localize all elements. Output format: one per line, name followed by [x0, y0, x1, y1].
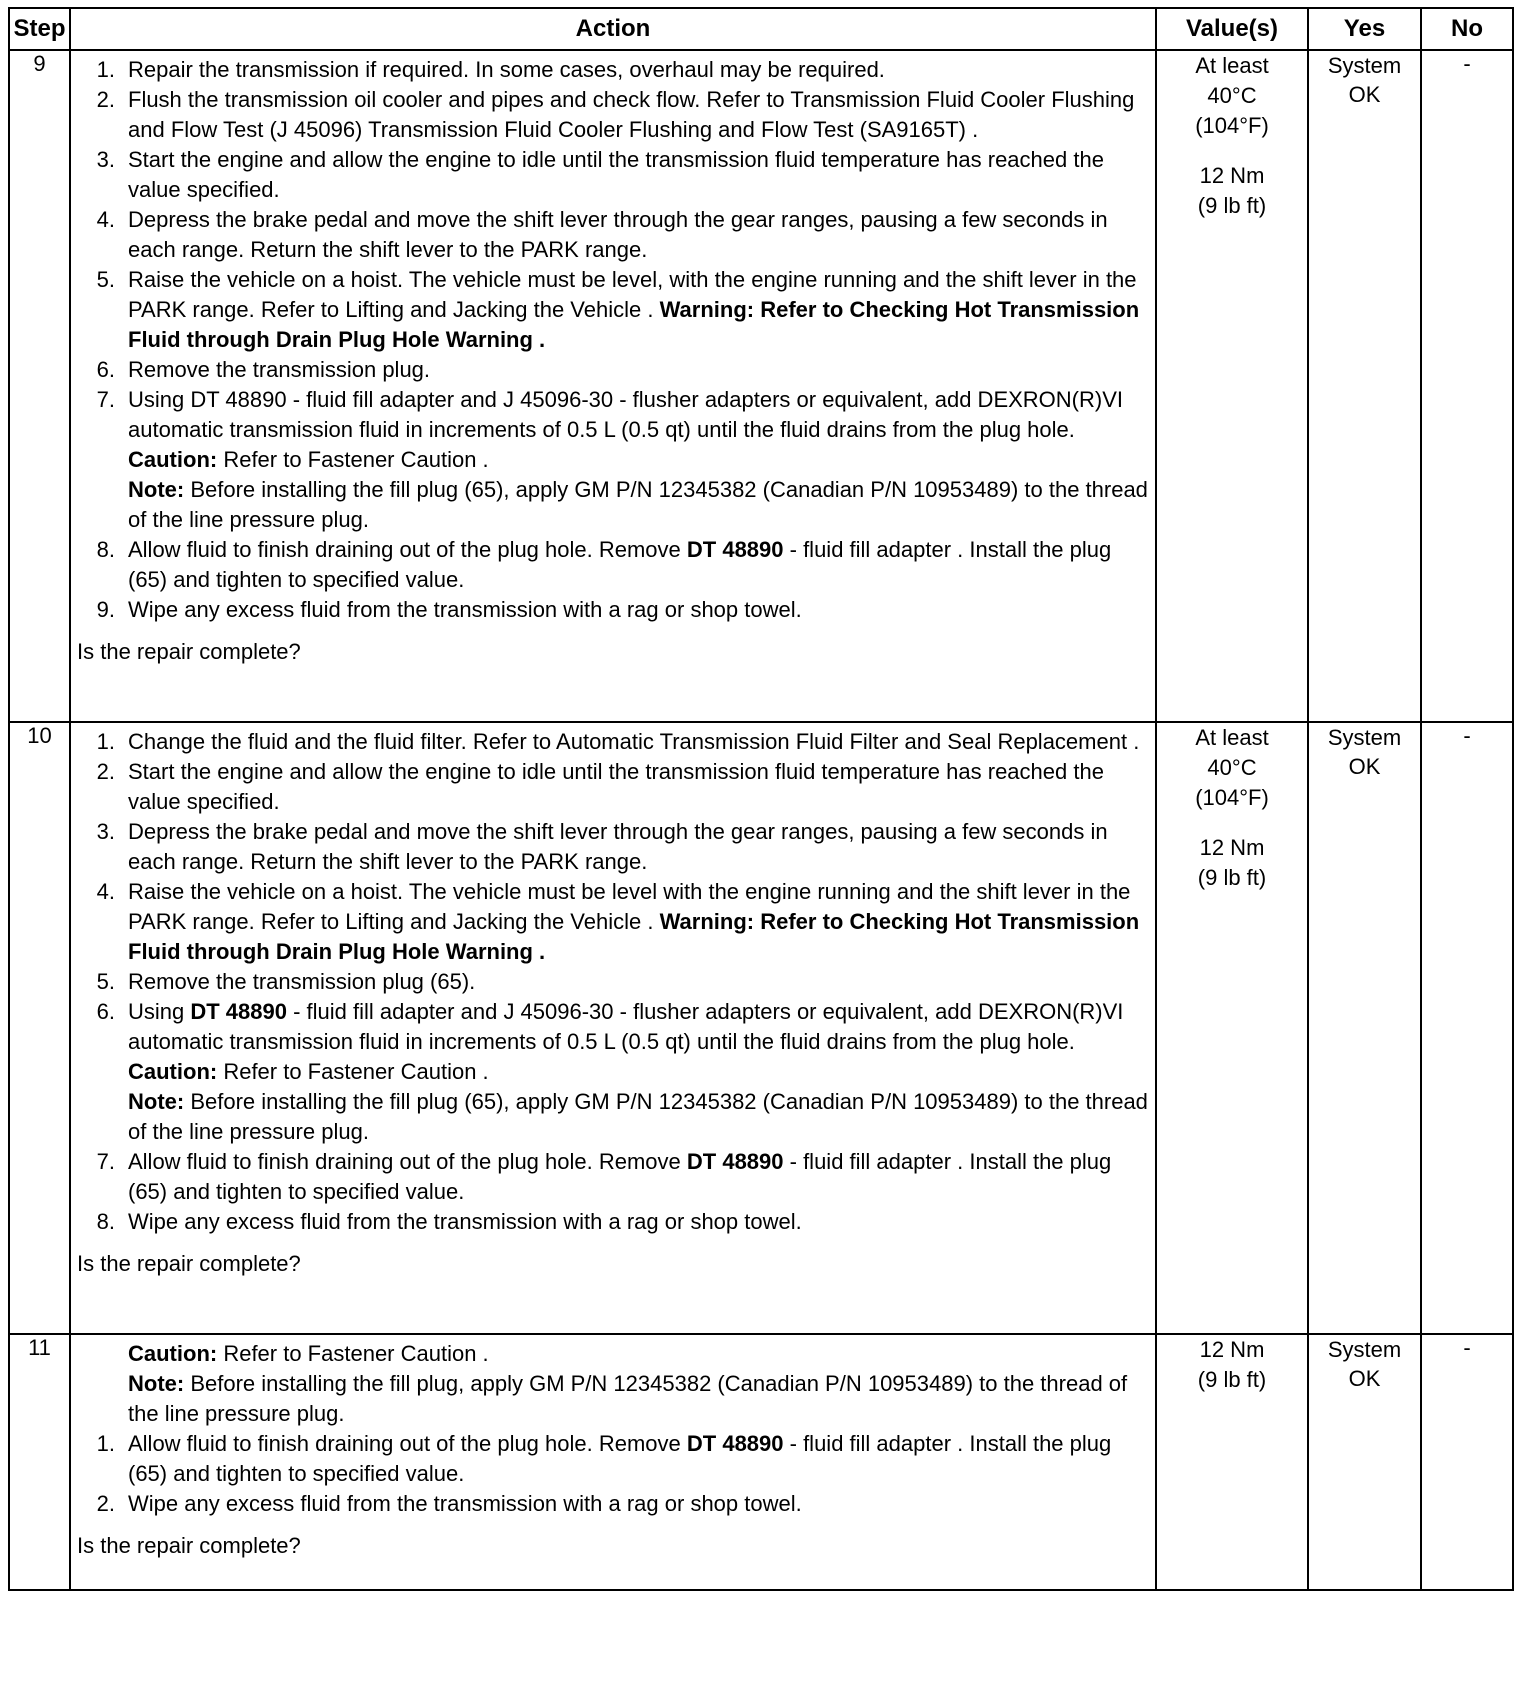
yes-cell: System OK [1308, 722, 1421, 1334]
step-row-10 [9, 722, 1513, 1334]
header-values: Value(s) [1156, 8, 1308, 50]
list-item: 8 . Allow fluid to finish draining out of the plug hole. Remove DT 48890 - fluid fill adapter . Install the plug (65) and tighten to specified value. [77, 535, 1149, 595]
list-item: 2 . Start the engine and allow the engine to idle until the transmission fluid temperature has reached the value specified. [77, 757, 1149, 817]
question-text: Is the repair complete? [77, 1251, 301, 1276]
list-item: 4 . Raise the vehicle on a hoist. The vehicle must be level with the engine running and the shift lever in the PARK range. Refer to Lifting and Jacking the Vehicle . Warning: Refer to Checking Hot Transmission Fluid through Drain Plug Hole Warning . [77, 877, 1149, 967]
list-item: 7 . Using DT 48890 - fluid fill adapter and J 45096-30 - flusher adapters or equivalent, add DEXRON(R)VI automatic transmission fluid in increments of 0.5 L (0.5 qt) until the fluid drains from the plug hole. Caution: Refer to Fastener Caution . Note: Before installing the fill plug (65), apply GM P/N 12345382 (Canadian P/N 10953489) to the thread of the line pressure plug. [77, 385, 1149, 535]
caution-label: Caution: [128, 1341, 218, 1366]
action-list [77, 55, 1149, 625]
procedure-table [8, 7, 1514, 1591]
list-item: 1 . Repair the transmission if required. In some cases, overhaul may be required. [77, 55, 1149, 85]
list-item: 3 . Depress the brake pedal and move the shift lever through the gear ranges, pausing a few seconds in each range. Return the shift lever to the PARK range. [77, 817, 1149, 877]
step-row-9 [9, 50, 1513, 722]
list-item: 2 . Flush the transmission oil cooler and pipes and check flow. Refer to Transmission Fluid Cooler Flushing and Flow Test (J 45096) Transmission Fluid Cooler Flushing and Flow Test (SA9165T) . [77, 85, 1149, 145]
header-no: No [1421, 8, 1513, 50]
step-number: 10 [9, 722, 70, 1334]
action-list [77, 727, 1149, 1237]
list-item: 3 . Start the engine and allow the engine to idle until the transmission fluid temperature has reached the value specified. [77, 145, 1149, 205]
list-item: 2 . Wipe any excess fluid from the transmission with a rag or shop towel. [77, 1489, 1149, 1519]
no-cell: - [1421, 50, 1513, 722]
yes-cell: System OK [1308, 50, 1421, 722]
header-yes: Yes [1308, 8, 1421, 50]
list-item: 9 . Wipe any excess fluid from the transmission with a rag or shop towel. [77, 595, 1149, 625]
yes-cell: System OK [1308, 1334, 1421, 1590]
note-label: Note: [128, 1371, 185, 1396]
list-item: 7 . Allow fluid to finish draining out of the plug hole. Remove DT 48890 - fluid fill adapter . Install the plug (65) and tighten to specified value. [77, 1147, 1149, 1207]
step-number: 9 [9, 50, 70, 722]
list-item: 1 . Change the fluid and the fluid filter. Refer to Automatic Transmission Fluid Filter and Seal Replacement . [77, 727, 1149, 757]
header-step: Step [9, 8, 70, 50]
caution-label: Caution: [128, 447, 218, 472]
values-cell: At least 40°C (104°F) 12 Nm (9 lb ft) [1156, 722, 1308, 1334]
list-item: 6 . Using DT 48890 - fluid fill adapter and J 45096-30 - flusher adapters or equivalent, add DEXRON(R)VI automatic transmission fluid in increments of 0.5 L (0.5 qt) until the fluid drains from the plug hole. Caution: Refer to Fastener Caution . Note: Before installing the fill plug (65), apply GM P/N 12345382 (Canadian P/N 10953489) to the thread of the line pressure plug. [77, 997, 1149, 1147]
header-row [9, 8, 1513, 50]
action-cell [70, 50, 1156, 722]
warning-text: Warning: Refer to Checking Hot Transmission Fluid through Drain Plug Hole Warning . [128, 909, 1140, 964]
list-item: 5 . Raise the vehicle on a hoist. The vehicle must be level, with the engine running and the shift lever in the PARK range. Refer to Lifting and Jacking the Vehicle . Warning: Refer to Checking Hot Transmission Fluid through Drain Plug Hole Warning . [77, 265, 1149, 355]
values-cell: At least 40°C (104°F) 12 Nm (9 lb ft) [1156, 50, 1308, 722]
list-item: 1 . Allow fluid to finish draining out of the plug hole. Remove DT 48890 - fluid fill adapter . Install the plug (65) and tighten to specified value. [77, 1429, 1149, 1489]
list-item: 4 . Depress the brake pedal and move the shift lever through the gear ranges, pausing a few seconds in each range. Return the shift lever to the PARK range. [77, 205, 1149, 265]
no-cell: - [1421, 1334, 1513, 1590]
action-list [77, 1429, 1149, 1519]
note-label: Note: [128, 1089, 185, 1114]
caution-line: Caution: Refer to Fastener Caution . [128, 1341, 489, 1366]
values-cell: 12 Nm (9 lb ft) [1156, 1334, 1308, 1590]
action-cell [70, 1334, 1156, 1590]
action-cell [70, 722, 1156, 1334]
list-item: 6 . Remove the transmission plug. [77, 355, 1149, 385]
caution-label: Caution: [128, 1059, 218, 1084]
list-item: 5 . Remove the transmission plug (65). [77, 967, 1149, 997]
question-text: Is the repair complete? [77, 639, 301, 664]
note-line: Note: Before installing the fill plug, apply GM P/N 12345382 (Canadian P/N 10953489) to the thread of the line pressure plug. [128, 1371, 1128, 1426]
step-number: 11 [9, 1334, 70, 1590]
header-action: Action [70, 8, 1156, 50]
question-text: Is the repair complete? [77, 1533, 301, 1558]
list-item: 8 . Wipe any excess fluid from the transmission with a rag or shop towel. [77, 1207, 1149, 1237]
no-cell: - [1421, 722, 1513, 1334]
step-row-11 [9, 1334, 1513, 1590]
note-label: Note: [128, 477, 185, 502]
warning-text: Warning: Refer to Checking Hot Transmission Fluid through Drain Plug Hole Warning . [128, 297, 1140, 352]
